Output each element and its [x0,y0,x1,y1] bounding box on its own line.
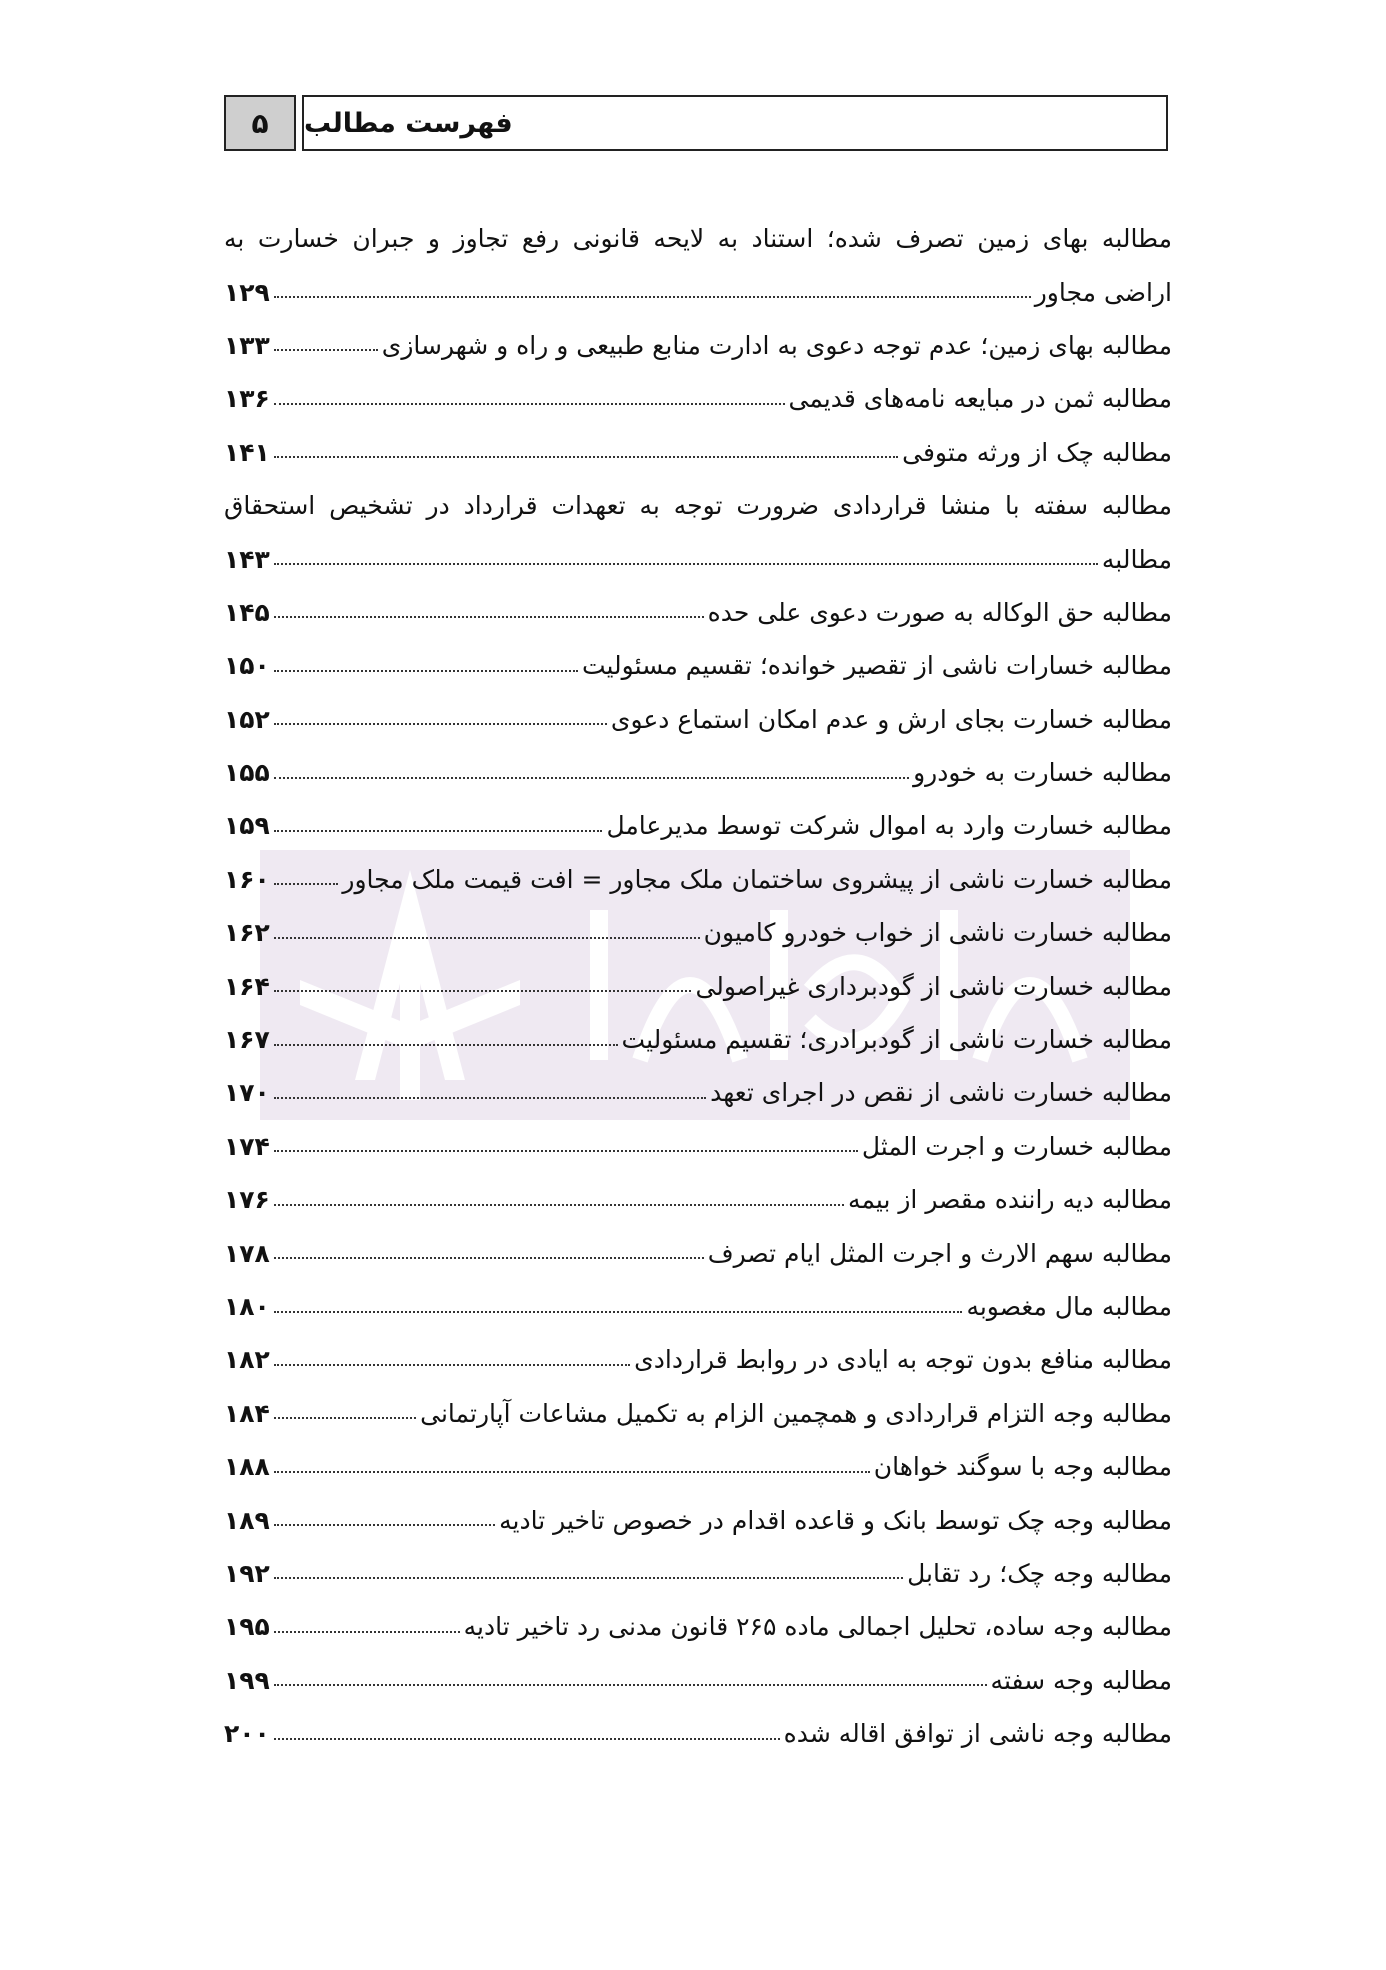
toc-entry[interactable] [224,1707,1172,1760]
toc-entry[interactable] [224,479,1172,532]
toc-leader-dots [274,1524,495,1526]
toc-entry-title: مطالبه خسارت ناشی از خواب خودرو کامیون [703,918,1172,948]
toc-leader-dots [274,1150,858,1152]
toc-entry-title: مطالبه وجه سفته [990,1665,1172,1695]
toc-entry-page-number: ۱۸۹ [224,1505,270,1535]
toc-leader-dots [274,296,1031,298]
toc-entry-title: مطالبه دیه راننده مقصر از بیمه [848,1185,1172,1215]
toc-entry[interactable] [224,1387,1172,1440]
toc-entry-title: مطالبه ثمن در مبایعه نامه‌های قدیمی [788,384,1172,414]
toc-entry-title: مطالبه سهم الارث و اجرت المثل ایام تصرف [707,1238,1172,1268]
toc-entry-page-number: ۱۹۹ [224,1665,270,1695]
toc-entry-page-number: ۱۸۲ [224,1345,270,1375]
toc-leader-dots [274,1364,630,1366]
toc-entry-title: مطالبه [1101,544,1172,574]
toc-entry-title: مطالبه خسارات ناشی از تقصیر خوانده؛ تقسیم مسئولیت [581,651,1172,681]
toc-leader-dots [274,777,909,779]
toc-entry-page-number: ۱۳۶ [224,384,270,414]
toc-entry-page-number: ۱۶۷ [224,1025,270,1055]
toc-entry[interactable] [224,693,1172,746]
toc-entry[interactable] [224,1120,1172,1173]
toc-entry[interactable] [224,212,1172,265]
toc-entry[interactable] [224,1333,1172,1386]
toc-leader-dots [274,670,578,672]
toc-entry-title: مطالبه مال مغصوبه [966,1292,1172,1321]
toc-leader-dots [274,1631,460,1633]
toc-entry-page-number: ۱۸۰ [224,1292,270,1321]
toc-leader-dots [274,616,704,618]
toc-entry-page-number: ۲۰۰ [224,1719,270,1749]
toc-entry-title: مطالبه وجه ناشی از توافق اقاله شده [783,1719,1172,1749]
toc-entry[interactable] [224,1547,1172,1600]
toc-entry-title: مطالبه خسارت به خودرو [913,758,1172,788]
toc-entry-title: مطالبه سفته با منشا قراردادی ضرورت توجه به تعهدات قرارداد در تشخیص استحقاق [224,491,1172,521]
toc-entry[interactable] [224,586,1172,639]
toc-entry-title: اراضی مجاور [1034,277,1172,307]
toc-entry-page-number: ۱۴۳ [224,544,270,574]
toc-entry-title: مطالبه وجه چک توسط بانک و قاعده اقدام در خصوص تاخیر تادیه [499,1505,1172,1535]
toc-entry-page-number: ۱۶۴ [224,971,270,1001]
toc-entry[interactable] [224,372,1172,425]
toc-entry-title: مطالبه وجه ساده، تحلیل اجمالی ماده ۲۶۵ قانون مدنی رد تاخیر تادیه [463,1612,1172,1642]
page-header [224,95,1168,155]
toc-entry-page-number: ۱۷۶ [224,1185,270,1215]
toc-leader-dots [274,1577,903,1579]
toc-entry-title: مطالبه بهای زمین؛ عدم توجه دعوی به ادارت منابع طبیعی و راه و شهرسازی [381,330,1172,360]
toc-entry[interactable] [224,426,1172,479]
toc-entry[interactable] [224,265,1172,318]
toc-entry[interactable] [224,1066,1172,1119]
toc-entry-page-number: ۱۷۸ [224,1238,270,1268]
toc-leader-dots [274,883,339,885]
toc-entry-page-number: ۱۸۸ [224,1452,270,1482]
toc-leader-dots [274,403,785,405]
toc-entry-page-number: ۱۵۹ [224,811,270,841]
toc-entry-title: مطالبه خسارت بجای ارش و عدم امکان استماع دعوی [610,704,1172,734]
toc-entry-title: مطالبه وجه با سوگند خواهان [873,1452,1172,1482]
toc-entry-title: مطالبه منافع بدون توجه به ایادی در روابط قراردادی [634,1345,1172,1375]
toc-entry[interactable] [224,639,1172,692]
toc-entry-page-number: ۱۳۳ [224,330,270,360]
toc-entry-title: مطالبه خسارت ناشی از نقص در اجرای تعهد [710,1078,1172,1108]
toc-entry[interactable] [224,1173,1172,1226]
toc-entry-page-number: ۱۵۰ [224,651,270,681]
toc-entry-title: مطالبه خسارت وارد به اموال شرکت توسط مدیرعامل [606,811,1172,841]
toc-entry-page-number: ۱۵۲ [224,704,270,734]
toc-leader-dots [274,1257,704,1259]
toc-entry-page-number: ۱۶۰ [224,864,270,894]
toc-leader-dots [274,1738,780,1740]
toc-leader-dots [274,1204,844,1206]
toc-entry[interactable] [224,746,1172,799]
toc-entry-title: مطالبه خسارت ناشی از گودبرداری غیراصولی [695,971,1172,1001]
toc-entry-page-number: ۱۹۵ [224,1612,270,1642]
toc-leader-dots [274,563,1098,565]
toc-leader-dots [274,1044,618,1046]
toc-entry-page-number: ۱۲۹ [224,277,270,307]
toc-entry-title: مطالبه وجه چک؛ رد تقابل [907,1558,1172,1588]
toc-leader-dots [274,1097,706,1099]
toc-entry[interactable] [224,1440,1172,1493]
toc-leader-dots [274,990,692,992]
toc-leader-dots [274,1417,416,1419]
toc-entry[interactable] [224,1226,1172,1279]
toc-leader-dots [274,349,378,351]
toc-leader-dots [274,1471,870,1473]
toc-entry[interactable] [224,906,1172,959]
toc-entry-page-number: ۱۸۴ [224,1398,270,1428]
toc-entry-page-number: ۱۹۲ [224,1558,270,1588]
toc-entry[interactable] [224,1600,1172,1653]
toc-entry[interactable] [224,853,1172,906]
toc-entry-title: مطالبه چک از ورثه متوفی [902,437,1172,467]
toc-entry[interactable] [224,959,1172,1012]
page-number: ۵ [224,95,296,151]
toc-leader-dots [274,1311,963,1313]
toc-entry-title: مطالبه خسارت ناشی از پیشروی ساختمان ملک مجاور = افت قیمت ملک مجاور [342,864,1172,894]
toc-entry[interactable] [224,1280,1172,1333]
toc-entry[interactable] [224,319,1172,372]
toc-entry[interactable] [224,532,1172,585]
toc-entry-page-number: ۱۷۰ [224,1078,270,1108]
toc-leader-dots [274,1684,987,1686]
table-of-contents [224,212,1172,1760]
toc-entry[interactable] [224,1013,1172,1066]
toc-entry-page-number: ۱۷۴ [224,1131,270,1161]
toc-entry-page-number: ۱۶۲ [224,918,270,948]
toc-entry-title: مطالبه خسارت ناشی از گودبرادری؛ تقسیم مسئولیت [621,1025,1172,1055]
toc-entry-title: مطالبه وجه التزام قراردادی و همچمین الزام به تکمیل مشاعات آپارتمانی [420,1398,1172,1428]
toc-entry-page-number: ۱۴۱ [224,437,270,467]
toc-entry-title: مطالبه حق الوکاله به صورت دعوی علی حده [707,597,1172,627]
toc-entry-page-number: ۱۴۵ [224,597,270,627]
toc-entry[interactable] [224,1493,1172,1546]
toc-entry[interactable] [224,1654,1172,1707]
toc-entry-title: مطالبه بهای زمین تصرف شده؛ استناد به لایحه قانونی رفع تجاوز و جبران خسارت به [224,224,1172,254]
toc-entry-title: مطالبه خسارت و اجرت المثل [861,1131,1172,1161]
toc-leader-dots [274,723,607,725]
page-title: فهرست مطالب [302,95,1168,151]
toc-leader-dots [274,456,898,458]
toc-leader-dots [274,830,603,832]
toc-entry[interactable] [224,799,1172,852]
toc-leader-dots [274,937,700,939]
toc-entry-page-number: ۱۵۵ [224,758,270,788]
